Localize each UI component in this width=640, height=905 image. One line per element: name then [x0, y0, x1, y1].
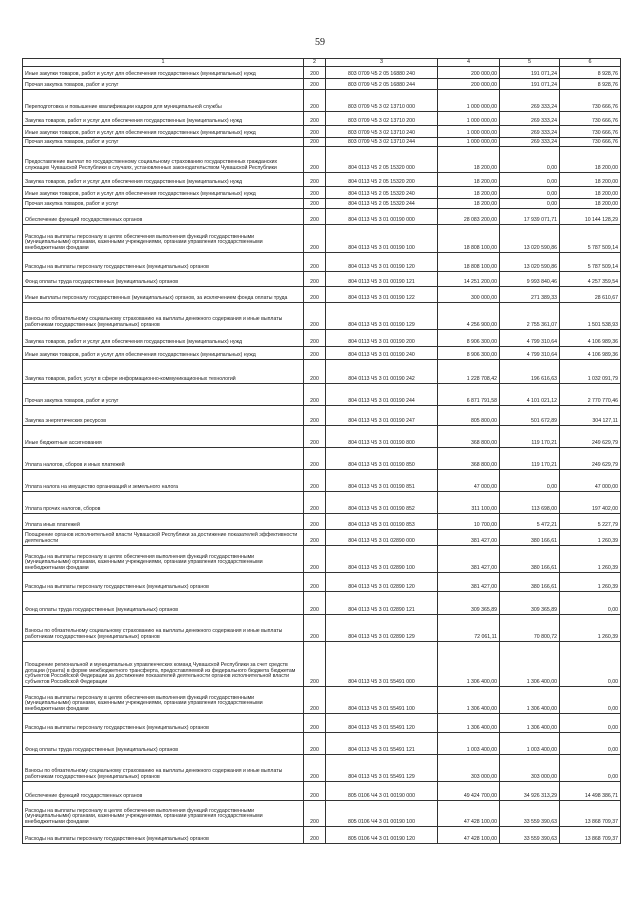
- table-row: [23, 347, 621, 360]
- row-name-cell: Взносы по обязательному социальному страхованию на выплаты денежного содержания и иные выплаты работникам государственных (муниципальных) органов: [23, 615, 304, 642]
- table-row: [23, 253, 621, 272]
- budget-classification-code-cell: 805 0106 Ч4 3 01 00190 000: [326, 782, 438, 801]
- admin-code-cell: 200: [304, 448, 326, 470]
- row-name-cell: Закупка энергетических ресурсов: [23, 406, 304, 426]
- approved-amount-cell: 8 906 300,00: [438, 330, 500, 347]
- admin-code-cell: 200: [304, 530, 326, 546]
- budget-classification-code-cell: 804 0113 Ч5 3 01 02890 120: [326, 573, 438, 592]
- table-row: [23, 187, 621, 199]
- approved-amount-cell: 18 200,00: [438, 147, 500, 173]
- column-number: 4: [438, 59, 500, 67]
- executed-amount-cell: 1 306 400,00: [500, 642, 560, 687]
- row-name-cell: Иные закупки товаров, работ и услуг для обеспечения государственных (муниципальных) нужд: [23, 126, 304, 138]
- row-name-cell: Уплата налога на имущество организаций и земельного налога: [23, 470, 304, 492]
- approved-amount-cell: 381 427,00: [438, 530, 500, 546]
- unexecuted-amount-cell: 0,00: [560, 592, 621, 615]
- approved-amount-cell: 4 256 900,00: [438, 303, 500, 330]
- executed-amount-cell: 2 755 361,07: [500, 303, 560, 330]
- budget-execution-table: [22, 58, 621, 844]
- table-row: [23, 782, 621, 801]
- approved-amount-cell: 14 251 200,00: [438, 272, 500, 287]
- admin-code-cell: 200: [304, 470, 326, 492]
- admin-code-cell: 200: [304, 272, 326, 287]
- executed-amount-cell: 269 333,24: [500, 112, 560, 126]
- table-row: [23, 406, 621, 426]
- row-name-cell: Взносы по обязательному социальному страхованию на выплаты денежного содержания и иные выплаты работникам государственных (муниципальных) органов: [23, 755, 304, 782]
- row-name-cell: Расходы на выплаты персоналу государственных (муниципальных) органов: [23, 253, 304, 272]
- budget-classification-code-cell: 804 0113 Ч5 3 01 00190 852: [326, 492, 438, 514]
- executed-amount-cell: 380 166,61: [500, 530, 560, 546]
- row-name-cell: Переподготовка и повышение квалификации кадров для муниципальной службы: [23, 90, 304, 112]
- budget-classification-code-cell: 804 0113 Ч5 2 05 15320 244: [326, 199, 438, 209]
- executed-amount-cell: 501 672,89: [500, 406, 560, 426]
- table-row: [23, 827, 621, 844]
- column-number: 5: [500, 59, 560, 67]
- executed-amount-cell: 0,00: [500, 470, 560, 492]
- executed-amount-cell: 13 020 590,86: [500, 253, 560, 272]
- table-row: [23, 426, 621, 448]
- executed-amount-cell: 113 698,00: [500, 492, 560, 514]
- budget-classification-code-cell: 804 0113 Ч5 3 01 02890 121: [326, 592, 438, 615]
- budget-classification-code-cell: 804 0113 Ч5 3 01 02890 100: [326, 546, 438, 573]
- admin-code-cell: 200: [304, 173, 326, 187]
- budget-classification-code-cell: 804 0113 Ч5 3 01 00190 129: [326, 303, 438, 330]
- admin-code-cell: 200: [304, 187, 326, 199]
- unexecuted-amount-cell: 730 666,76: [560, 112, 621, 126]
- admin-code-cell: 200: [304, 801, 326, 827]
- admin-code-cell: 200: [304, 492, 326, 514]
- admin-code-cell: 200: [304, 253, 326, 272]
- approved-amount-cell: 1 003 400,00: [438, 733, 500, 755]
- unexecuted-amount-cell: 1 260,39: [560, 573, 621, 592]
- unexecuted-amount-cell: 47 000,00: [560, 470, 621, 492]
- budget-classification-code-cell: 804 0113 Ч5 3 01 00190 240: [326, 347, 438, 360]
- approved-amount-cell: 311 100,00: [438, 492, 500, 514]
- executed-amount-cell: 380 166,61: [500, 546, 560, 573]
- budget-classification-code-cell: 803 0709 Ч5 3 02 13710 000: [326, 90, 438, 112]
- executed-amount-cell: 1 306 400,00: [500, 714, 560, 733]
- admin-code-cell: 200: [304, 287, 326, 303]
- budget-classification-code-cell: 805 0106 Ч4 3 01 00190 100: [326, 801, 438, 827]
- unexecuted-amount-cell: 8 928,76: [560, 67, 621, 79]
- executed-amount-cell: 5 472,21: [500, 514, 560, 530]
- budget-classification-code-cell: 804 0113 Ч5 3 01 55491 129: [326, 755, 438, 782]
- admin-code-cell: 200: [304, 714, 326, 733]
- admin-code-cell: 200: [304, 147, 326, 173]
- table-row: [23, 173, 621, 187]
- approved-amount-cell: 1 000 000,00: [438, 112, 500, 126]
- row-name-cell: Иные закупки товаров, работ и услуг для обеспечения государственных (муниципальных) нужд: [23, 187, 304, 199]
- unexecuted-amount-cell: 4 106 989,36: [560, 347, 621, 360]
- approved-amount-cell: 1 306 400,00: [438, 687, 500, 714]
- table-row: [23, 90, 621, 112]
- unexecuted-amount-cell: 14 498 386,71: [560, 782, 621, 801]
- executed-amount-cell: 0,00: [500, 173, 560, 187]
- unexecuted-amount-cell: 18 200,00: [560, 173, 621, 187]
- row-name-cell: Поощрение региональной и муниципальных управленческих команд Чувашской Республики за счет средств дотации (гранта) в форме межбюджетного трансферта, предоставляемой из федерального бюджета бюджетам субъектов Российской Федерации за достижение показателей деятельности органов исполнительной власти субъектов Российской Федерации: [23, 642, 304, 687]
- row-name-cell: Расходы на выплаты персоналу государственных (муниципальных) органов: [23, 714, 304, 733]
- budget-classification-code-cell: 804 0113 Ч5 3 01 00190 121: [326, 272, 438, 287]
- row-name-cell: Закупка товаров, работ, услуг в сфере информационно-коммуникационных технологий: [23, 360, 304, 384]
- unexecuted-amount-cell: 0,00: [560, 714, 621, 733]
- approved-amount-cell: 18 808 100,00: [438, 225, 500, 253]
- executed-amount-cell: 4 799 310,64: [500, 330, 560, 347]
- budget-classification-code-cell: 804 0113 Ч5 2 05 15320 000: [326, 147, 438, 173]
- admin-code-cell: 200: [304, 687, 326, 714]
- executed-amount-cell: 191 071,24: [500, 79, 560, 90]
- table-row: [23, 138, 621, 147]
- executed-amount-cell: 303 000,00: [500, 755, 560, 782]
- unexecuted-amount-cell: 1 260,39: [560, 546, 621, 573]
- executed-amount-cell: 269 333,24: [500, 90, 560, 112]
- table-row: [23, 530, 621, 546]
- table-row: [23, 199, 621, 209]
- row-name-cell: Иные бюджетные ассигнования: [23, 426, 304, 448]
- budget-classification-code-cell: 804 0113 Ч5 3 01 00190 800: [326, 426, 438, 448]
- executed-amount-cell: 269 333,24: [500, 126, 560, 138]
- budget-classification-code-cell: 803 0709 Ч5 3 02 13710 200: [326, 112, 438, 126]
- approved-amount-cell: 381 427,00: [438, 546, 500, 573]
- table-row: [23, 225, 621, 253]
- table-row: [23, 287, 621, 303]
- unexecuted-amount-cell: 10 144 128,29: [560, 209, 621, 225]
- approved-amount-cell: 6 871 791,58: [438, 384, 500, 406]
- row-name-cell: Расходы на выплаты персоналу государственных (муниципальных) органов: [23, 573, 304, 592]
- row-name-cell: Иные закупки товаров, работ и услуг для обеспечения государственных (муниципальных) нужд: [23, 347, 304, 360]
- table-row: [23, 514, 621, 530]
- executed-amount-cell: 4 101 021,12: [500, 384, 560, 406]
- row-name-cell: Фонд оплаты труда государственных (муниципальных) органов: [23, 592, 304, 615]
- admin-code-cell: 200: [304, 827, 326, 844]
- unexecuted-amount-cell: 249 629,79: [560, 426, 621, 448]
- approved-amount-cell: 1 000 000,00: [438, 126, 500, 138]
- table-row: [23, 687, 621, 714]
- admin-code-cell: 200: [304, 126, 326, 138]
- budget-classification-code-cell: 804 0113 Ч5 3 01 00190 000: [326, 209, 438, 225]
- budget-classification-code-cell: 804 0113 Ч5 3 01 00190 247: [326, 406, 438, 426]
- table-row: [23, 209, 621, 225]
- budget-classification-code-cell: 804 0113 Ч5 3 01 00190 122: [326, 287, 438, 303]
- admin-code-cell: 200: [304, 138, 326, 147]
- table-row: [23, 67, 621, 79]
- approved-amount-cell: 18 200,00: [438, 187, 500, 199]
- unexecuted-amount-cell: 249 629,79: [560, 448, 621, 470]
- executed-amount-cell: 191 071,24: [500, 67, 560, 79]
- row-name-cell: Фонд оплаты труда государственных (муниципальных) органов: [23, 272, 304, 287]
- executed-amount-cell: 0,00: [500, 187, 560, 199]
- approved-amount-cell: 368 800,00: [438, 426, 500, 448]
- admin-code-cell: 200: [304, 225, 326, 253]
- row-name-cell: Прочая закупка товаров, работ и услуг: [23, 199, 304, 209]
- executed-amount-cell: 0,00: [500, 199, 560, 209]
- budget-classification-code-cell: 804 0113 Ч5 3 01 00190 242: [326, 360, 438, 384]
- row-name-cell: Уплата налогов, сборов и иных платежей: [23, 448, 304, 470]
- executed-amount-cell: 4 799 310,64: [500, 347, 560, 360]
- table-row: [23, 272, 621, 287]
- row-name-cell: Предоставление выплат по государственному социальному страхованию государственных гражданских служащих Чувашской Республики в случаях, установленных законодательством Чувашской Республики: [23, 147, 304, 173]
- unexecuted-amount-cell: 8 928,76: [560, 79, 621, 90]
- executed-amount-cell: 380 166,61: [500, 573, 560, 592]
- executed-amount-cell: 17 939 071,71: [500, 209, 560, 225]
- admin-code-cell: 200: [304, 90, 326, 112]
- budget-classification-code-cell: 803 0709 Ч5 3 02 13710 240: [326, 126, 438, 138]
- unexecuted-amount-cell: 1 260,39: [560, 530, 621, 546]
- admin-code-cell: 200: [304, 112, 326, 126]
- unexecuted-amount-cell: 4 257 359,54: [560, 272, 621, 287]
- executed-amount-cell: 33 559 390,63: [500, 801, 560, 827]
- executed-amount-cell: 13 020 590,86: [500, 225, 560, 253]
- budget-classification-code-cell: 804 0113 Ч5 3 01 00190 200: [326, 330, 438, 347]
- unexecuted-amount-cell: 2 770 770,46: [560, 384, 621, 406]
- table-row: [23, 801, 621, 827]
- row-name-cell: Иные закупки товаров, работ и услуг для обеспечения государственных (муниципальных) нужд: [23, 67, 304, 79]
- budget-classification-code-cell: 804 0113 Ч5 3 01 55491 100: [326, 687, 438, 714]
- unexecuted-amount-cell: 5 227,79: [560, 514, 621, 530]
- approved-amount-cell: 28 083 200,00: [438, 209, 500, 225]
- row-name-cell: Расходы на выплаты персоналу в целях обеспечения выполнения функций государственными (муниципальными) органами, казенными учреждениями, органами управления государственными внебюджетными фондами: [23, 225, 304, 253]
- unexecuted-amount-cell: 18 200,00: [560, 147, 621, 173]
- row-name-cell: Закупка товаров, работ и услуг для обеспечения государственных (муниципальных) нужд: [23, 330, 304, 347]
- unexecuted-amount-cell: 730 666,76: [560, 138, 621, 147]
- table-row: [23, 714, 621, 733]
- executed-amount-cell: 271 389,33: [500, 287, 560, 303]
- table-row: [23, 642, 621, 687]
- approved-amount-cell: 381 427,00: [438, 573, 500, 592]
- admin-code-cell: 200: [304, 209, 326, 225]
- admin-code-cell: 200: [304, 733, 326, 755]
- row-name-cell: Иные выплаты персоналу государственных (муниципальных) органов, за исключением фонда оплаты труда: [23, 287, 304, 303]
- approved-amount-cell: 1 306 400,00: [438, 714, 500, 733]
- table-row: [23, 384, 621, 406]
- row-name-cell: Прочая закупка товаров, работ и услуг: [23, 79, 304, 90]
- admin-code-cell: 200: [304, 79, 326, 90]
- column-number: 1: [23, 59, 304, 67]
- budget-classification-code-cell: 804 0113 Ч5 2 05 15320 200: [326, 173, 438, 187]
- admin-code-cell: 200: [304, 592, 326, 615]
- approved-amount-cell: 368 800,00: [438, 448, 500, 470]
- row-name-cell: Расходы на выплаты персоналу в целях обеспечения выполнения функций государственными (муниципальными) органами, казенными учреждениями, органами управления государственными внебюджетными фондами: [23, 801, 304, 827]
- executed-amount-cell: 34 926 313,29: [500, 782, 560, 801]
- admin-code-cell: 200: [304, 347, 326, 360]
- admin-code-cell: 200: [304, 426, 326, 448]
- table-row: [23, 112, 621, 126]
- row-name-cell: Обеспечение функций государственных органов: [23, 209, 304, 225]
- table-row: [23, 470, 621, 492]
- approved-amount-cell: 18 200,00: [438, 173, 500, 187]
- executed-amount-cell: 119 170,21: [500, 448, 560, 470]
- executed-amount-cell: 33 559 390,63: [500, 827, 560, 844]
- approved-amount-cell: 10 700,00: [438, 514, 500, 530]
- table-row: [23, 126, 621, 138]
- budget-classification-code-cell: 804 0113 Ч5 3 01 55491 000: [326, 642, 438, 687]
- unexecuted-amount-cell: 28 610,67: [560, 287, 621, 303]
- admin-code-cell: 200: [304, 573, 326, 592]
- approved-amount-cell: 1 306 400,00: [438, 642, 500, 687]
- table-row: [23, 492, 621, 514]
- budget-classification-code-cell: 804 0113 Ч5 3 01 02890 129: [326, 615, 438, 642]
- budget-classification-code-cell: 803 0709 Ч5 2 05 16880 244: [326, 79, 438, 90]
- budget-classification-code-cell: 803 0709 Ч5 2 05 16880 240: [326, 67, 438, 79]
- approved-amount-cell: 47 428 100,00: [438, 801, 500, 827]
- unexecuted-amount-cell: 730 666,76: [560, 90, 621, 112]
- approved-amount-cell: 300 000,00: [438, 287, 500, 303]
- budget-classification-code-cell: 804 0113 Ч5 3 01 00190 853: [326, 514, 438, 530]
- budget-classification-code-cell: 804 0113 Ч5 3 01 02890 000: [326, 530, 438, 546]
- table-row: [23, 147, 621, 173]
- approved-amount-cell: 18 200,00: [438, 199, 500, 209]
- table-row: [23, 303, 621, 330]
- row-name-cell: Фонд оплаты труда государственных (муниципальных) органов: [23, 733, 304, 755]
- unexecuted-amount-cell: 1 501 538,93: [560, 303, 621, 330]
- row-name-cell: Взносы по обязательному социальному страхованию на выплаты денежного содержания и иные выплаты работникам государственных (муниципальных) органов: [23, 303, 304, 330]
- approved-amount-cell: 8 906 300,00: [438, 347, 500, 360]
- admin-code-cell: 200: [304, 615, 326, 642]
- admin-code-cell: 200: [304, 642, 326, 687]
- row-name-cell: Расходы на выплаты персоналу государственных (муниципальных) органов: [23, 827, 304, 844]
- column-number-row: [23, 59, 621, 67]
- budget-classification-code-cell: 804 0113 Ч5 2 05 15320 240: [326, 187, 438, 199]
- executed-amount-cell: 70 800,72: [500, 615, 560, 642]
- approved-amount-cell: 1 000 000,00: [438, 90, 500, 112]
- unexecuted-amount-cell: 5 787 509,14: [560, 225, 621, 253]
- unexecuted-amount-cell: 304 127,11: [560, 406, 621, 426]
- approved-amount-cell: 49 424 700,00: [438, 782, 500, 801]
- budget-classification-code-cell: 804 0113 Ч5 3 01 00190 120: [326, 253, 438, 272]
- executed-amount-cell: 1 306 400,00: [500, 687, 560, 714]
- budget-classification-code-cell: 804 0113 Ч5 3 01 00190 244: [326, 384, 438, 406]
- column-number: 2: [304, 59, 326, 67]
- row-name-cell: Расходы на выплаты персоналу в целях обеспечения выполнения функций государственными (муниципальными) органами, казенными учреждениями, органами управления государственными внебюджетными фондами: [23, 687, 304, 714]
- approved-amount-cell: 1 000 000,00: [438, 138, 500, 147]
- approved-amount-cell: 309 365,89: [438, 592, 500, 615]
- executed-amount-cell: 196 616,63: [500, 360, 560, 384]
- executed-amount-cell: 119 170,21: [500, 426, 560, 448]
- budget-classification-code-cell: 804 0113 Ч5 3 01 00190 850: [326, 448, 438, 470]
- table-row: [23, 615, 621, 642]
- table-row: [23, 330, 621, 347]
- unexecuted-amount-cell: 4 106 989,36: [560, 330, 621, 347]
- approved-amount-cell: 303 000,00: [438, 755, 500, 782]
- approved-amount-cell: 72 061,11: [438, 615, 500, 642]
- budget-classification-code-cell: 804 0113 Ч5 3 01 00190 100: [326, 225, 438, 253]
- executed-amount-cell: 269 333,24: [500, 138, 560, 147]
- row-name-cell: Уплата иных платежей: [23, 514, 304, 530]
- approved-amount-cell: 1 228 708,42: [438, 360, 500, 384]
- table-row: [23, 733, 621, 755]
- row-name-cell: Прочая закупка товаров, работ и услуг: [23, 138, 304, 147]
- unexecuted-amount-cell: 0,00: [560, 687, 621, 714]
- unexecuted-amount-cell: 1 260,39: [560, 615, 621, 642]
- admin-code-cell: 200: [304, 199, 326, 209]
- row-name-cell: Уплата прочих налогов, сборов: [23, 492, 304, 514]
- table-row: [23, 546, 621, 573]
- executed-amount-cell: 0,00: [500, 147, 560, 173]
- row-name-cell: Закупка товаров, работ и услуг для обеспечения государственных (муниципальных) нужд: [23, 112, 304, 126]
- unexecuted-amount-cell: 0,00: [560, 642, 621, 687]
- unexecuted-amount-cell: 0,00: [560, 733, 621, 755]
- approved-amount-cell: 18 808 100,00: [438, 253, 500, 272]
- admin-code-cell: 200: [304, 303, 326, 330]
- admin-code-cell: 200: [304, 330, 326, 347]
- unexecuted-amount-cell: 13 868 709,37: [560, 801, 621, 827]
- budget-classification-code-cell: 803 0709 Ч5 3 02 13710 244: [326, 138, 438, 147]
- budget-classification-code-cell: 804 0113 Ч5 3 01 00190 851: [326, 470, 438, 492]
- table-row: [23, 755, 621, 782]
- table-row: [23, 592, 621, 615]
- approved-amount-cell: 47 428 100,00: [438, 827, 500, 844]
- admin-code-cell: 200: [304, 384, 326, 406]
- admin-code-cell: 200: [304, 514, 326, 530]
- row-name-cell: Прочая закупка товаров, работ и услуг: [23, 384, 304, 406]
- admin-code-cell: 200: [304, 755, 326, 782]
- unexecuted-amount-cell: 730 666,76: [560, 126, 621, 138]
- budget-classification-code-cell: 804 0113 Ч5 3 01 55491 120: [326, 714, 438, 733]
- budget-classification-code-cell: 804 0113 Ч5 3 01 55491 121: [326, 733, 438, 755]
- unexecuted-amount-cell: 13 868 709,37: [560, 827, 621, 844]
- page-number: 59: [315, 37, 325, 48]
- table-row: [23, 448, 621, 470]
- budget-classification-code-cell: 805 0106 Ч4 3 01 00190 120: [326, 827, 438, 844]
- unexecuted-amount-cell: 0,00: [560, 755, 621, 782]
- unexecuted-amount-cell: 18 200,00: [560, 187, 621, 199]
- approved-amount-cell: 805 800,00: [438, 406, 500, 426]
- table-row: [23, 79, 621, 90]
- unexecuted-amount-cell: 1 032 091,79: [560, 360, 621, 384]
- unexecuted-amount-cell: 197 402,00: [560, 492, 621, 514]
- approved-amount-cell: 200 000,00: [438, 79, 500, 90]
- row-name-cell: Закупка товаров, работ и услуг для обеспечения государственных (муниципальных) нужд: [23, 173, 304, 187]
- admin-code-cell: 200: [304, 67, 326, 79]
- executed-amount-cell: 1 003 400,00: [500, 733, 560, 755]
- admin-code-cell: 200: [304, 782, 326, 801]
- row-name-cell: Обеспечение функций государственных органов: [23, 782, 304, 801]
- executed-amount-cell: 9 993 840,46: [500, 272, 560, 287]
- row-name-cell: Расходы на выплаты персоналу в целях обеспечения выполнения функций государственными (муниципальными) органами, казенными учреждениями, органами управления государственными внебюджетными фондами: [23, 546, 304, 573]
- executed-amount-cell: 309 365,89: [500, 592, 560, 615]
- admin-code-cell: 200: [304, 406, 326, 426]
- approved-amount-cell: 47 000,00: [438, 470, 500, 492]
- admin-code-cell: 200: [304, 360, 326, 384]
- column-number: 3: [326, 59, 438, 67]
- unexecuted-amount-cell: 18 200,00: [560, 199, 621, 209]
- table-row: [23, 573, 621, 592]
- row-name-cell: Поощрение органов исполнительной власти Чувашской Республики за достижение показателей эффективности деятельности: [23, 530, 304, 546]
- unexecuted-amount-cell: 5 787 509,14: [560, 253, 621, 272]
- approved-amount-cell: 200 000,00: [438, 67, 500, 79]
- admin-code-cell: 200: [304, 546, 326, 573]
- table-row: [23, 360, 621, 384]
- column-number: 6: [560, 59, 621, 67]
